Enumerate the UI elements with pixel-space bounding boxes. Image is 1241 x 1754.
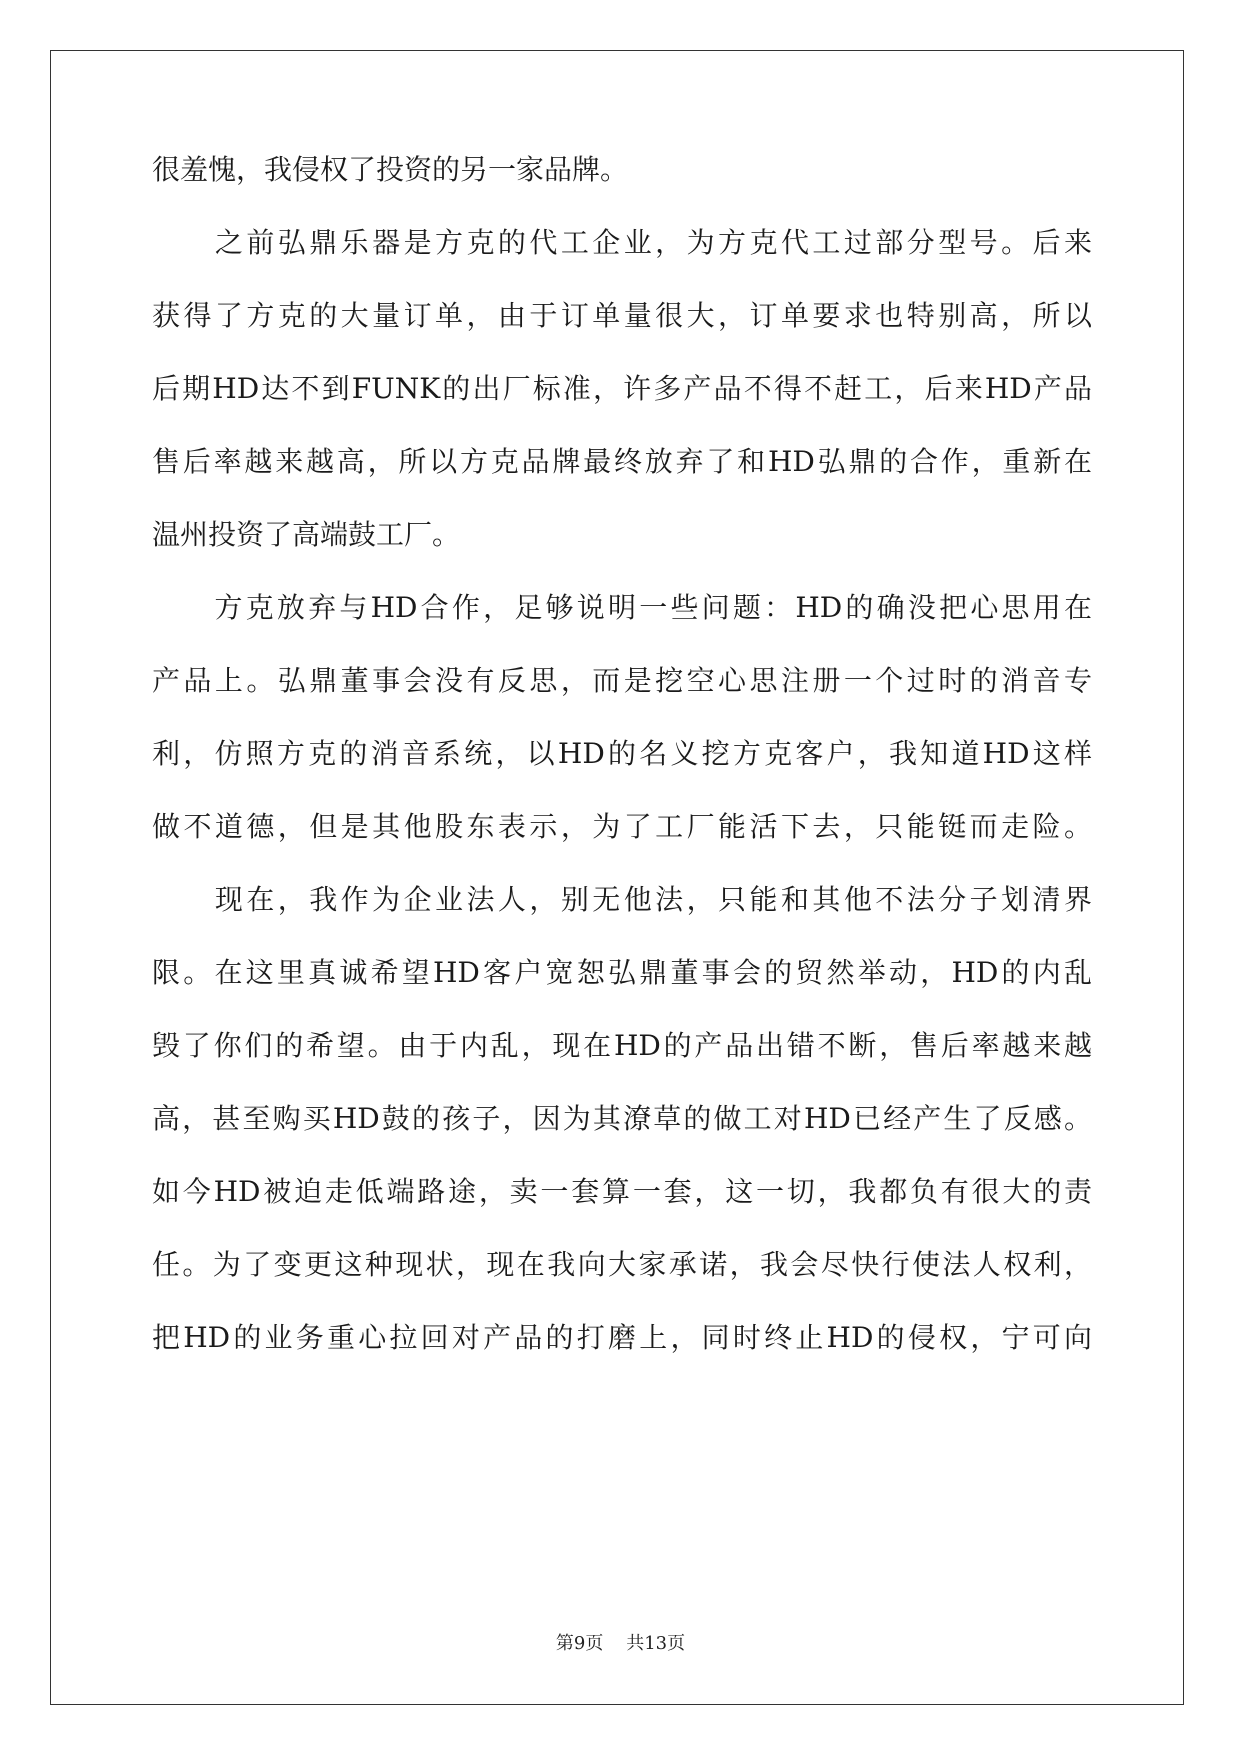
text-line: 产品上。弘鼎董事会没有反思，而是挖空心思注册一个过时的消音专: [152, 664, 1092, 697]
text-line: 限。在这里真诚希望HD客户宽恕弘鼎董事会的贸然举动，HD的内乱: [152, 956, 1092, 989]
text-line: 现在，我作为企业法人，别无他法，只能和其他不法分子划清界: [152, 883, 1092, 916]
text-line: 把HD的业务重心拉回对产品的打磨上，同时终止HD的侵权，宁可向: [152, 1321, 1092, 1354]
text-line: 如今HD被迫走低端路途，卖一套算一套，这一切，我都负有很大的责: [152, 1175, 1092, 1208]
total-pages: 共13页: [626, 1633, 686, 1654]
text-line: 很羞愧，我侵权了投资的另一家品牌。: [152, 153, 629, 186]
page-number: 第9页: [555, 1633, 604, 1654]
text-line: 方克放弃与HD合作，足够说明一些问题：HD的确没把心思用在: [152, 591, 1092, 624]
text-line: 任。为了变更这种现状，现在我向大家承诺，我会尽快行使法人权利，: [152, 1248, 1092, 1281]
text-line: 利，仿照方克的消音系统，以HD的名义挖方克客户，我知道HD这样: [152, 737, 1092, 770]
text-line: 毁了你们的希望。由于内乱，现在HD的产品出错不断，售后率越来越: [152, 1029, 1092, 1062]
text-line: 之前弘鼎乐器是方克的代工企业，为方克代工过部分型号。后来: [152, 226, 1092, 259]
page-footer: [0, 1632, 1241, 1656]
text-line: 售后率越来越高，所以方克品牌最终放弃了和HD弘鼎的合作，重新在: [152, 445, 1092, 478]
text-line: 后期HD达不到FUNK的出厂标准，许多产品不得不赶工，后来HD产品: [152, 372, 1092, 405]
text-line: 获得了方克的大量订单，由于订单量很大，订单要求也特别高，所以: [152, 299, 1092, 332]
text-line: 高，甚至购买HD鼓的孩子，因为其潦草的做工对HD已经产生了反感。: [152, 1102, 1092, 1135]
text-line: 温州投资了高端鼓工厂。: [152, 518, 461, 551]
text-line: 做不道德，但是其他股东表示，为了工厂能活下去，只能铤而走险。: [152, 810, 1092, 843]
